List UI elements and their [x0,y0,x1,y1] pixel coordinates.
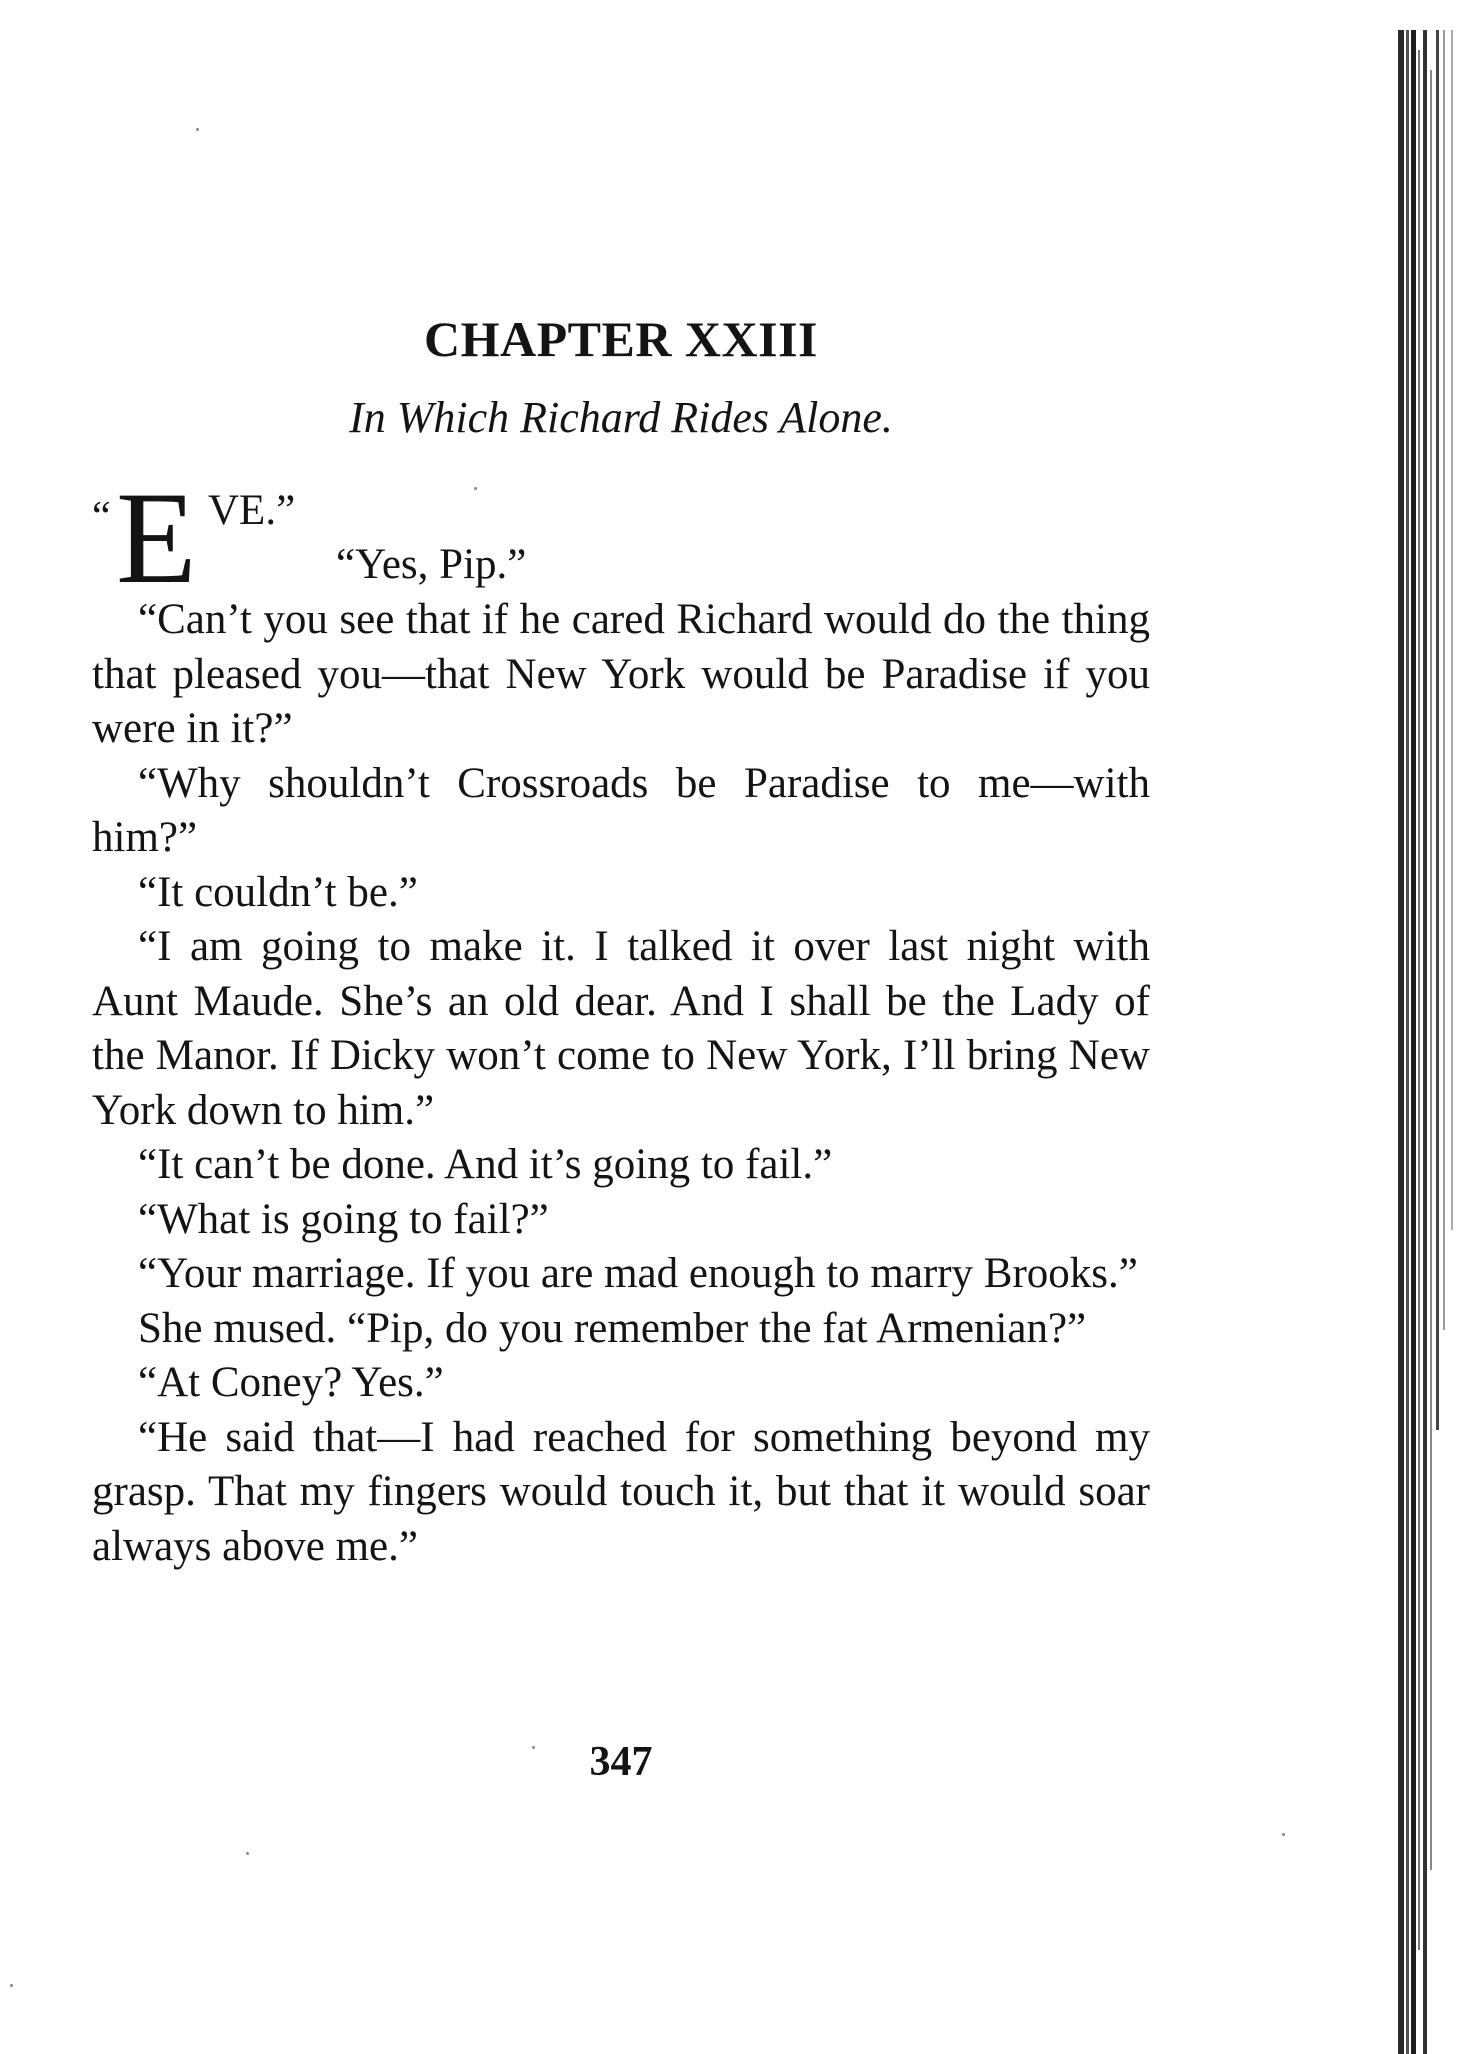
chapter-subtitle: In Which Richard Rides Alone. [349,393,893,442]
paragraph: “He said that—I had reached for something beyond my grasp. That my fingers would touch it, but that it would soar always above me.” [92,1413,1150,1570]
chapter-title: CHAPTER XXIII [423,311,819,367]
chapter-body [92,464,1150,1574]
drop-cap: E [116,464,197,611]
paragraph: “Why shouldn’t Crossroads be Paradise to me—with him?” [92,759,1150,861]
paper-speck [474,487,477,490]
book-binding-edge [1396,30,1466,2054]
paragraph: She mused. “Pip, do you remember the fat Armenian?” [138,1304,1087,1352]
paper-speck [246,1852,249,1855]
opening-lines [92,464,1150,611]
page-number: 347 [589,1739,653,1785]
opening-quote-mark: “ [92,494,111,540]
paragraph: “It couldn’t be.” [138,868,418,916]
paragraph: “I am going to make it. I talked it over last night with Aunt Maude. She’s an old dear. And I shall be the Lady of the Manor. If Dicky won’t come to New York, I’ll bring New York down to him.” [92,923,1150,1134]
paper-speck [532,1746,535,1749]
opening-line-first: VE.” [208,487,296,534]
paragraph: “It can’t be done. And it’s going to fail.” [138,1141,833,1188]
paper-speck [196,128,199,131]
paragraph: “What is going to fail?” [138,1195,549,1243]
paragraph: “At Coney? Yes.” [138,1359,444,1406]
paragraph: “Your marriage. If you are mad enough to marry Brooks.” [138,1250,1138,1297]
paragraph: “Can’t you see that if he cared Richard would do the thing that pleased you—that New York would be Paradise if you were in it?” [92,596,1150,752]
paper-speck [10,1984,13,1987]
paper-speck [1282,1833,1285,1836]
opening-line-second: “Yes, Pip.” [336,541,527,588]
